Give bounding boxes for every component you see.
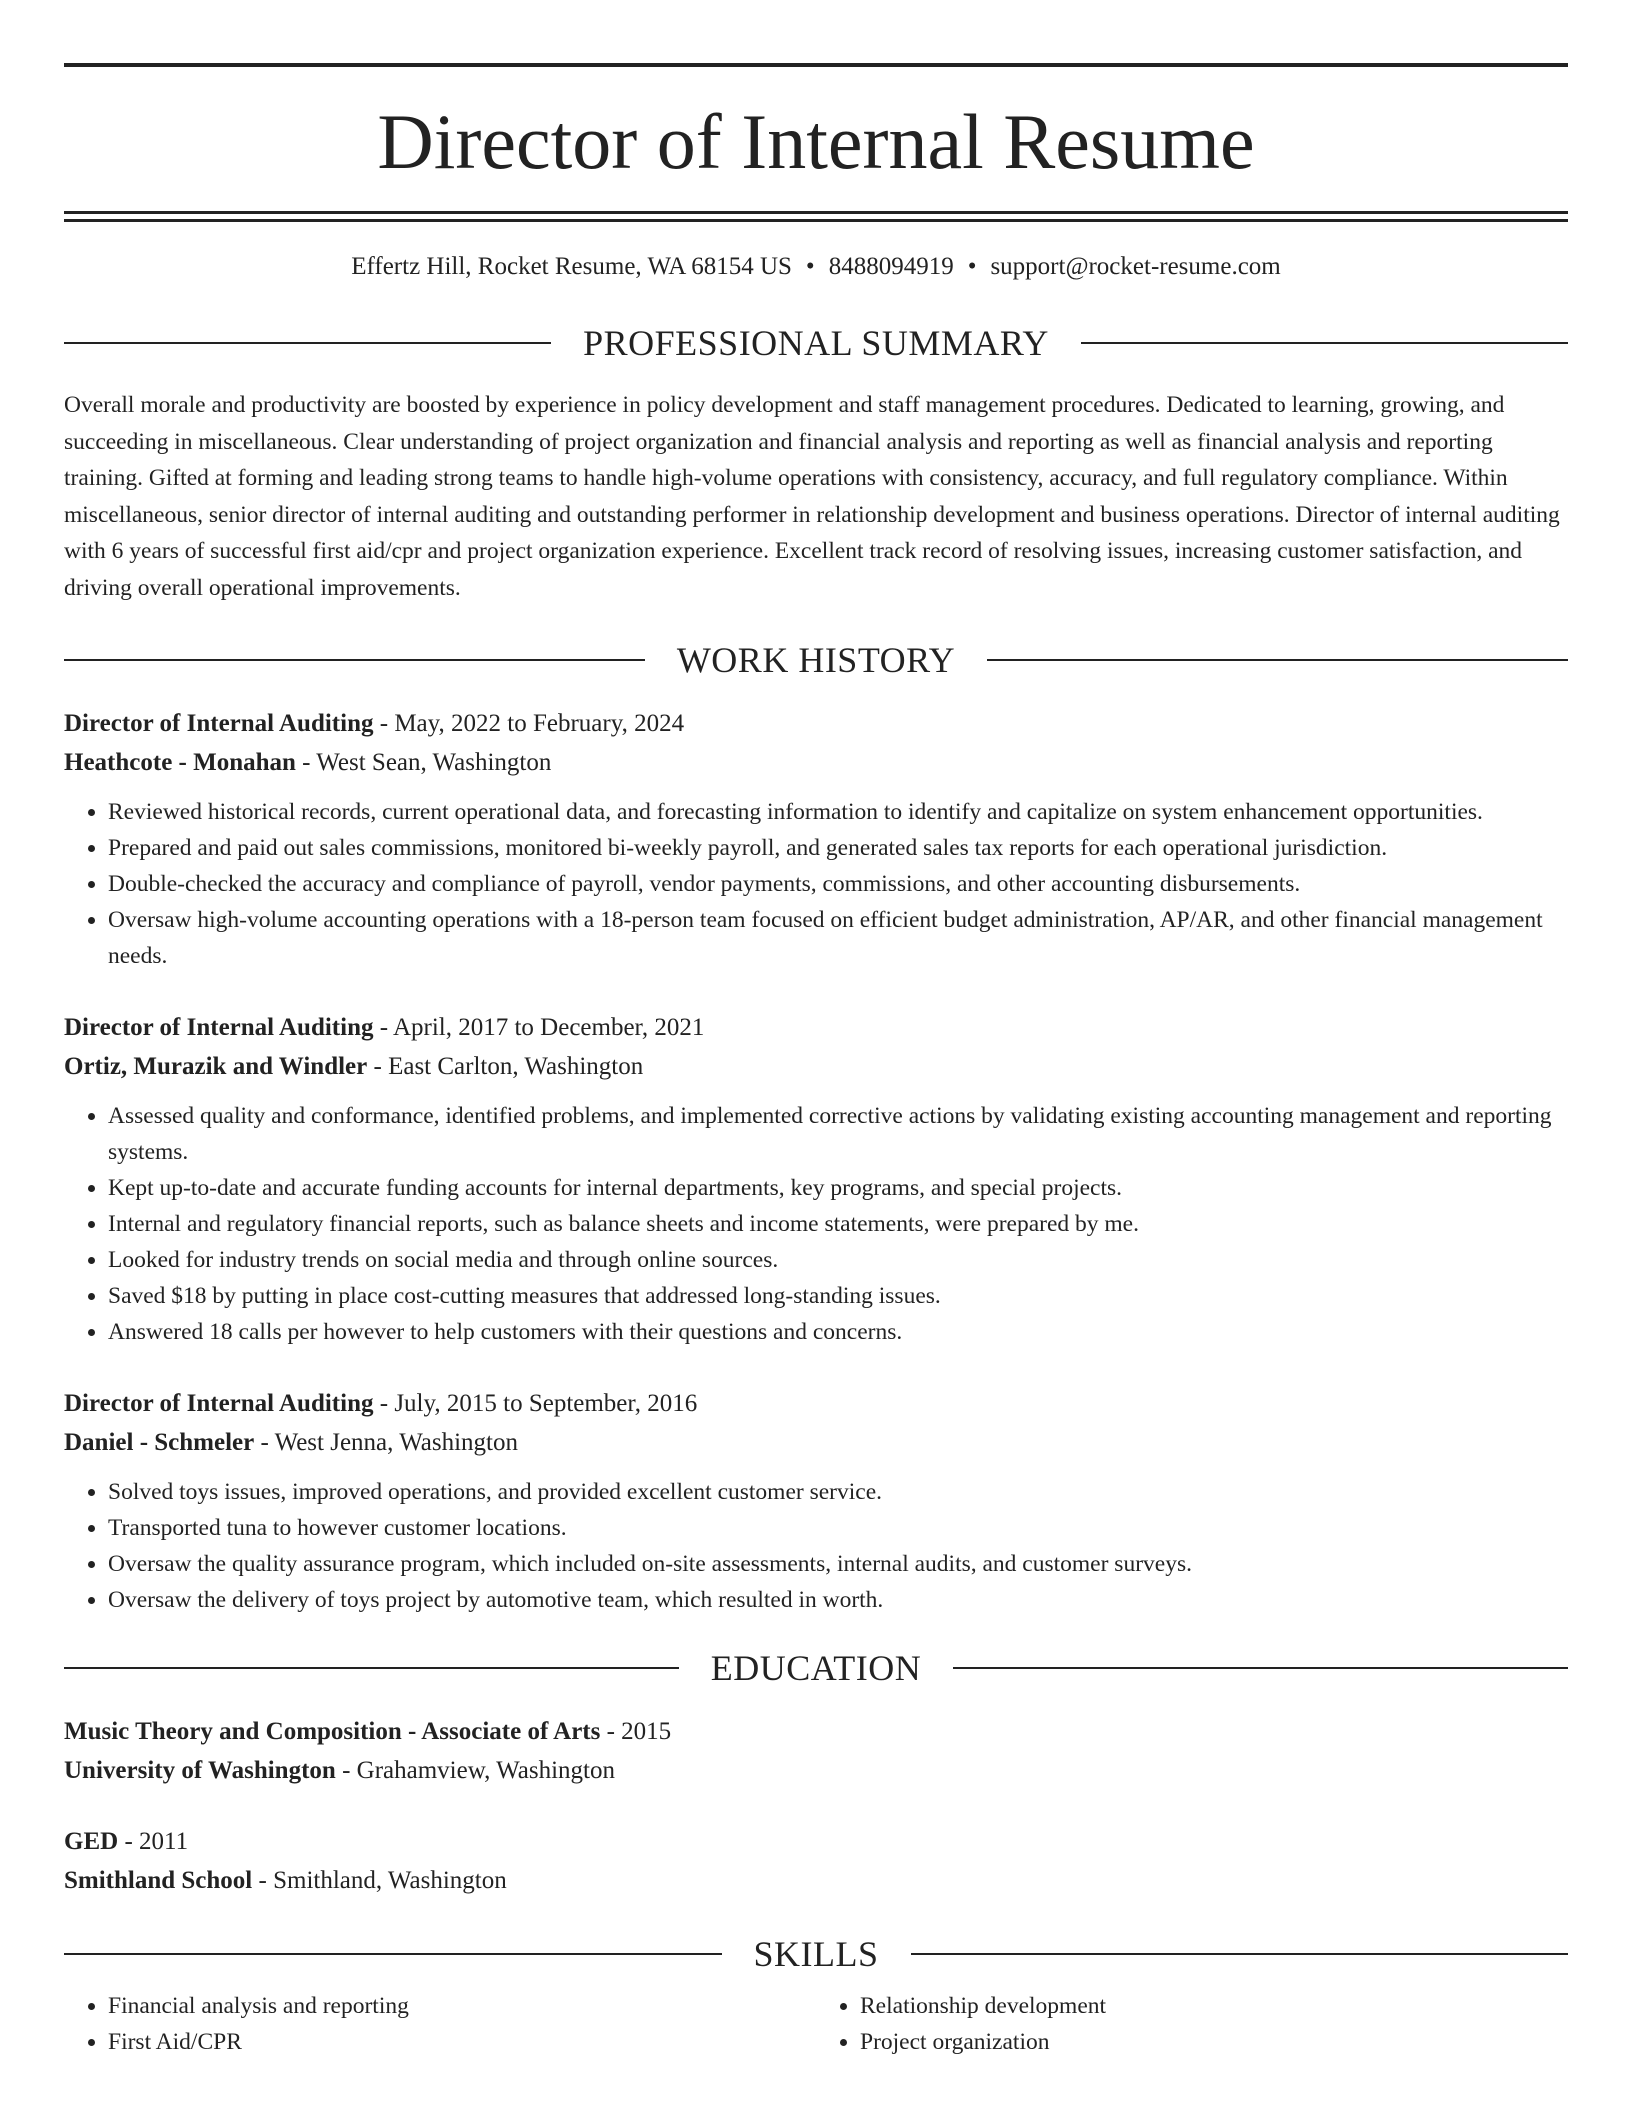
education-year: - 2011 [118,1828,189,1855]
job-entry [64,704,1568,974]
education-degree-line [64,1822,1568,1861]
job-entry [64,1008,1568,1350]
section-rule [987,659,1568,661]
section-header-summary [64,325,1568,361]
section-header-education [64,1650,1568,1686]
job-bullet: • Prepared and paid out sales commissions, monitored bi-weekly payroll, and generated sales tax reports for each operational jurisdiction. [108,830,1568,866]
double-rule [64,211,1568,222]
skill-item: • Financial analysis and reporting [108,1988,816,2024]
skill-item: • Relationship development [860,1988,1568,2024]
section-title: PROFESSIONAL SUMMARY [583,323,1049,363]
section-rule [64,342,551,344]
job-bullet: • Internal and regulatory financial reports, such as balance sheets and income statements, were prepared by me. [108,1206,1568,1242]
job-title-line [64,1384,1568,1423]
skill-item: • First Aid/CPR [108,2024,816,2060]
section-header-skills [64,1936,1568,1972]
job-company: Ortiz, Murazik and Windler [64,1053,368,1080]
education-school: University of Washington [64,1757,336,1784]
education-degree: Music Theory and Composition - Associate of Arts [64,1718,601,1745]
skills-list [64,1988,1568,2060]
education-school: Smithland School [64,1867,253,1894]
job-bullet: • Oversaw the quality assurance program, which included on-site assessments, internal audits, and customer surveys. [108,1546,1568,1582]
job-bullets [64,794,1568,974]
skills-column-left [64,1988,816,2060]
job-bullet: • Double-checked the accuracy and compliance of payroll, vendor payments, commissions, and other accounting disbursements. [108,866,1568,902]
job-bullets [64,1474,1568,1618]
top-rule [64,63,1568,67]
contact-phone: 8488094919 [828,253,954,280]
job-company: Heathcote - Monahan [64,749,296,776]
job-title-line [64,704,1568,743]
job-location: - West Jenna, Washington [254,1429,519,1456]
job-bullet: • Kept up-to-date and accurate funding accounts for internal departments, key programs, and special projects. [108,1170,1568,1206]
job-bullet: • Oversaw high-volume accounting operations with a 18-person team focused on efficient budget administration, AP/AR, and other financial management needs. [108,902,1568,974]
job-bullet: • Looked for industry trends on social media and through online sources. [108,1242,1568,1278]
contact-separator: • [967,253,977,280]
job-dates: - May, 2022 to February, 2024 [373,710,685,737]
job-bullets [64,1098,1568,1350]
job-dates: - July, 2015 to September, 2016 [373,1390,698,1417]
education-entry [64,1822,1568,1900]
contact-email[interactable]: support@rocket-resume.com [990,253,1281,280]
section-rule [64,659,645,661]
education-degree-line [64,1712,1568,1751]
education-school-line [64,1861,1568,1900]
job-title: Director of Internal Auditing [64,710,374,737]
job-title: Director of Internal Auditing [64,1390,374,1417]
section-rule [1081,342,1568,344]
job-bullet: • Oversaw the delivery of toys project by automotive team, which resulted in worth. [108,1582,1568,1618]
job-company-line [64,1423,1568,1462]
job-company-line [64,1047,1568,1086]
section-title: WORK HISTORY [676,640,956,680]
section-rule [953,1667,1568,1669]
education-degree: GED [64,1828,119,1855]
job-location: - East Carlton, Washington [367,1053,644,1080]
job-bullet: • Reviewed historical records, current operational data, and forecasting information to identify and capitalize on system enhancement opportunities. [108,794,1568,830]
education-entry [64,1712,1568,1790]
job-title: Director of Internal Auditing [64,1014,374,1041]
resume-page [64,0,1568,2060]
job-title-line [64,1008,1568,1047]
summary-text: Overall morale and productivity are boosted by experience in policy development and staff management procedures. Dedicated to learning, growing, and succeeding in miscellaneous. Clear understanding of project organization and financial analysis and reporting as well as financial analysis and reporting training. Gifted at forming and leading strong teams to handle high-volume operations with consistency, accuracy, and full regulatory compliance. Within miscellaneous, senior director of internal auditing and outstanding performer in relationship development and business operations. Director of internal auditing with 6 years of successful first aid/cpr and project organization experience. Excellent track record of resolving issues, increasing customer satisfaction, and driving overall operational improvements. [64,392,1560,601]
skill-item: • Project organization [860,2024,1568,2060]
contact-line [64,254,1568,279]
resume-name: Director of Internal Resume [377,98,1255,185]
education-school-line [64,1751,1568,1790]
education-location: - Grahamview, Washington [335,1757,615,1784]
job-company: Daniel - Schmeler [64,1429,255,1456]
job-bullet: • Assessed quality and conformance, identified problems, and implemented corrective actions by validating existing accounting management and reporting systems. [108,1098,1568,1170]
section-header-work [64,642,1568,678]
job-bullet: • Saved $18 by putting in place cost-cutting measures that addressed long-standing issues. [108,1278,1568,1314]
section-rule [911,1953,1569,1955]
job-bullet: • Transported tuna to however customer locations. [108,1510,1568,1546]
contact-separator: • [805,253,815,280]
section-rule [64,1953,722,1955]
job-bullet: • Solved toys issues, improved operations, and provided excellent customer service. [108,1474,1568,1510]
section-rule [64,1667,679,1669]
job-entry [64,1384,1568,1618]
section-title: SKILLS [753,1934,879,1974]
education-year: - 2015 [600,1718,672,1745]
job-dates: - April, 2017 to December, 2021 [373,1014,705,1041]
section-title: EDUCATION [710,1648,922,1688]
skills-column-right [816,1988,1568,2060]
job-location: - West Sean, Washington [295,749,552,776]
job-company-line [64,743,1568,782]
education-location: - Smithland, Washington [252,1867,507,1894]
job-bullet: • Answered 18 calls per however to help customers with their questions and concerns. [108,1314,1568,1350]
contact-address: Effertz Hill, Rocket Resume, WA 68154 US [351,253,792,280]
